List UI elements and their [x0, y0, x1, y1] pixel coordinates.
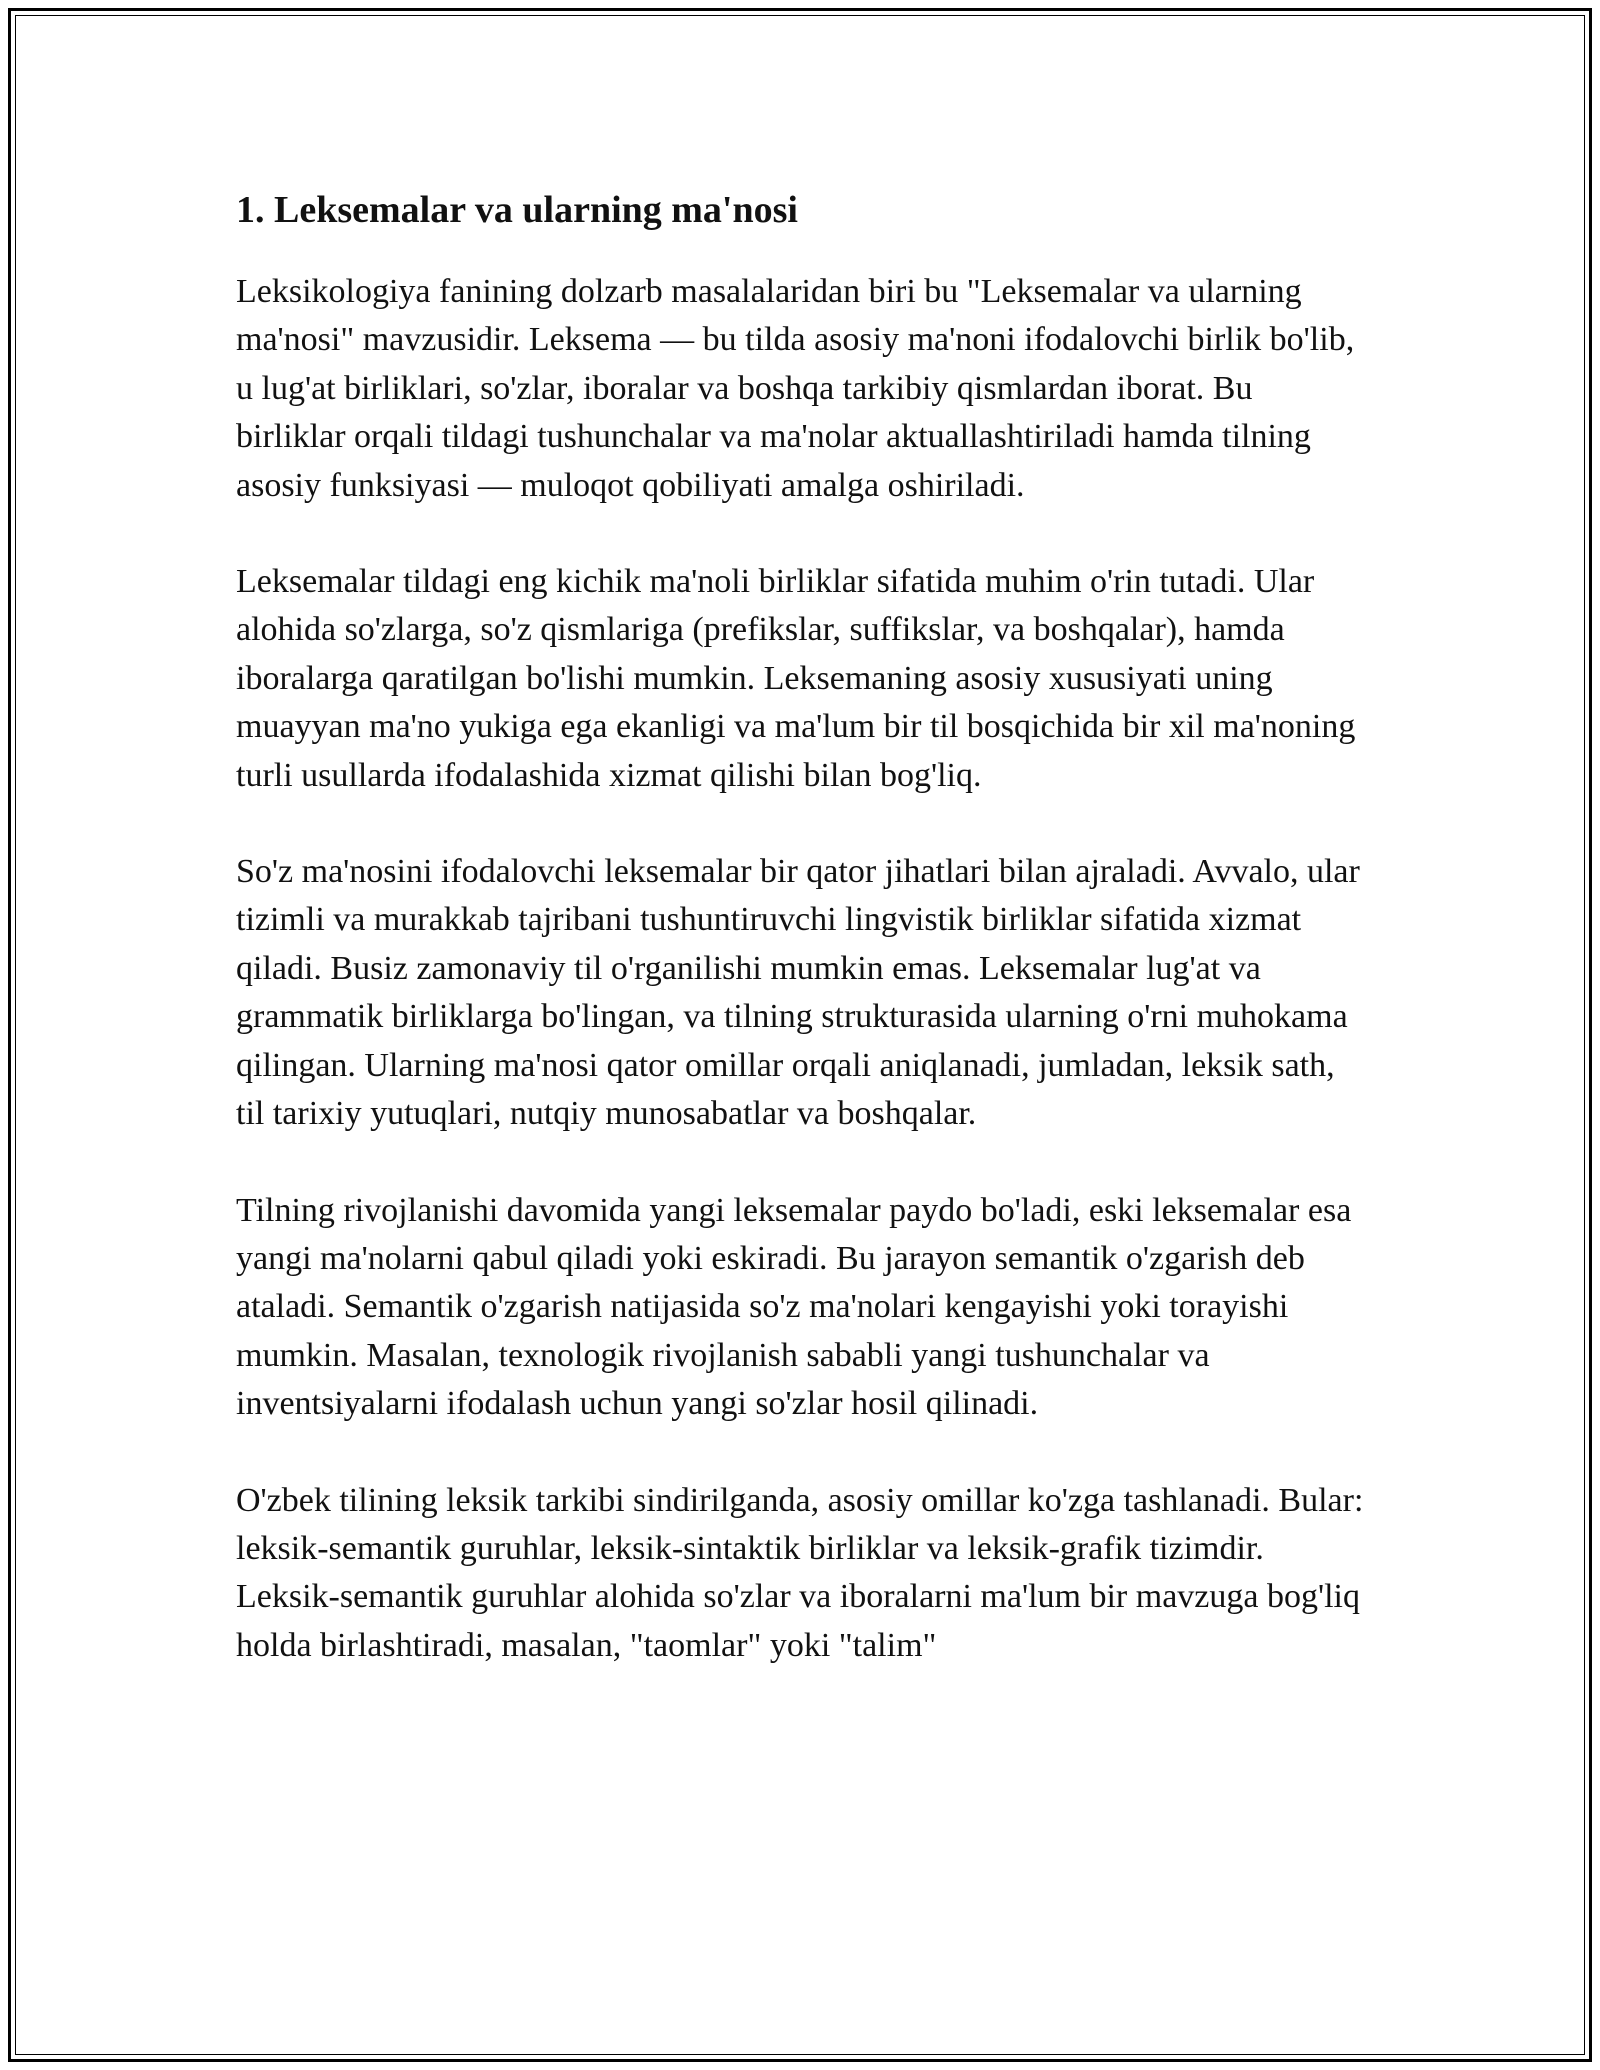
paragraph-1: Leksikologiya fanining dolzarb masalalaridan biri bu "Leksemalar va ularning ma'nosi" mavzusidir. Leksema — bu tilda asosiy ma'noni ifodalovchi birlik bo'lib, u lug'at birliklari, so'zlar, iboralar va boshqa tarkibiy qismlardan iborat. Bu birliklar orqali tildagi tushunchalar va ma'nolar aktuallashtiriladi hamda tilning asosiy funksiyasi — muloqot qobiliyati amalga oshiriladi.: [236, 273, 1355, 504]
document-body: [236, 186, 1366, 1718]
paragraph-5: O'zbek tilining leksik tarkibi sindirilganda, asosiy omillar ko'zga tashlanadi. Bular: leksik-semantik guruhlar, leksik-sintaktik birliklar va leksik-grafik tizimdir. Leksik-semantik guruhlar alohida so'zlar va iboralarni ma'lum bir mavzuga bog'liq holda birlashtiradi, masalan, "taomlar" yoki "talim": [236, 1481, 1364, 1664]
paragraph-3: So'z ma'nosini ifodalovchi leksemalar bir qator jihatlari bilan ajraladi. Avvalo, ular tizimli va murakkab tajribani tushuntiruvchi lingvistik birliklar sifatida xizmat qiladi. Busiz zamonaviy til o'rganilishi mumkin emas. Leksemalar lug'at va grammatik birliklarga bo'lingan, va tilning strukturasida ularning o'rni muhokama qilingan. Ularning ma'nosi qator omillar orqali aniqlanadi, jumladan, leksik sath, til tarixiy yutuqlari, nutqiy munosabatlar va boshqalar.: [236, 853, 1360, 1133]
section-heading: 1. Leksemalar va ularning ma'nosi: [236, 189, 798, 231]
paragraph-2: Leksemalar tildagi eng kichik ma'noli birliklar sifatida muhim o'rin tutadi. Ular alohida so'zlarga, so'z qismlariga (prefikslar, suffikslar, va boshqalar), hamda iboralarga qaratilgan bo'lishi mumkin. Leksemaning asosiy xususiyati uning muayyan ma'no yukiga ega ekanligi va ma'lum bir til bosqichida bir xil ma'noning turli usullarda ifodalashida xizmat qilishi bilan bog'liq.: [236, 563, 1356, 794]
paragraph-4: Tilning rivojlanishi davomida yangi leksemalar paydo bo'ladi, eski leksemalar esa yangi ma'nolarni qabul qiladi yoki eskiradi. Bu jarayon semantik o'zgarish deb ataladi. Semantik o'zgarish natijasida so'z ma'nolari kengayishi yoki torayishi mumkin. Masalan, texnologik rivojlanish sababli yangi tushunchalar va inventsiyalarni ifodalash uchun yangi so'zlar hosil qilinadi.: [236, 1191, 1352, 1423]
